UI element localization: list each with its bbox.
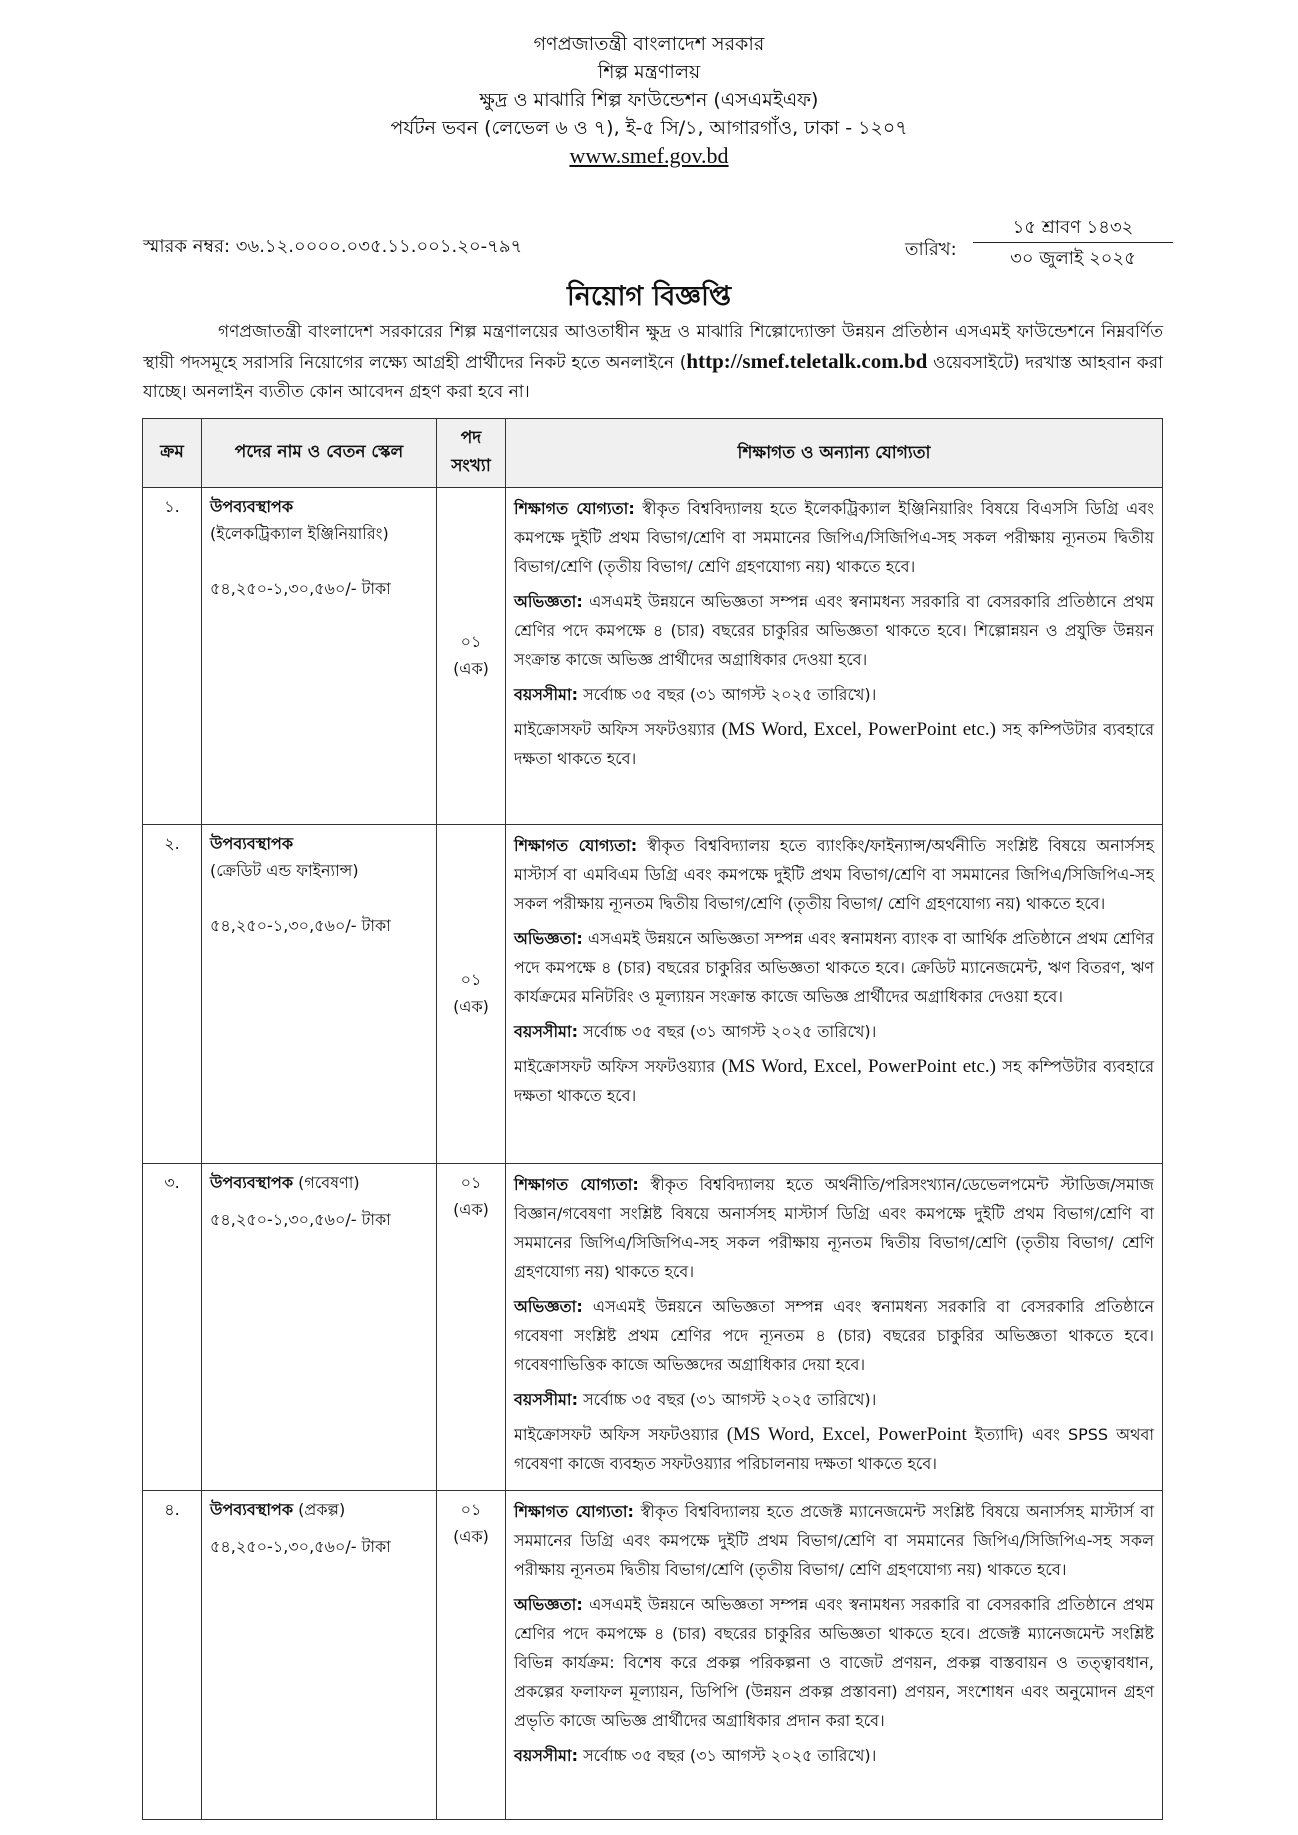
intro-paragraph <box>143 318 1163 407</box>
post-cell <box>202 825 437 1164</box>
serial-cell: ১. <box>143 488 202 825</box>
experience-label: অভিজ্ঞতা: <box>514 1297 583 1316</box>
date-label: তারিখ: <box>905 239 957 260</box>
vacancy-cell <box>437 488 506 825</box>
website-link[interactable]: www.smef.gov.bd <box>569 143 729 168</box>
age-text: সর্বোচ্চ ৩৫ বছর (৩১ আগস্ট ২০২৫ তারিখে)। <box>577 1022 877 1041</box>
post-subtitle: (ক্রেডিট এন্ড ফাইন্যান্স) <box>210 861 359 880</box>
experience-label: অভিজ্ঞতা: <box>514 592 583 611</box>
post-cell <box>202 488 437 825</box>
education-label: শিক্ষাগত যোগ্যতা: <box>514 499 635 518</box>
experience-label: অভিজ্ঞতা: <box>514 929 583 948</box>
education-requirement <box>514 494 1154 581</box>
vacancy-count: ০১ <box>460 1500 482 1519</box>
experience-requirement <box>514 1292 1154 1379</box>
application-url-link[interactable]: http://smef.teletalk.com.bd <box>686 349 928 373</box>
letterhead-ministry: শিল্প মন্ত্রণালয় <box>597 61 701 83</box>
post-subtitle: (প্রকল্প) <box>293 1500 346 1519</box>
post-title: উপব্যবস্থাপক <box>210 1173 294 1192</box>
qualifications-cell <box>506 488 1163 825</box>
education-text: স্বীকৃত বিশ্ববিদ্যালয় হতে ইলেকট্রিক্যাল ইঞ্জিনিয়ারিং বিষয়ে বিএসসি ডিগ্রি এবং কমপক্ষে দুইটি প্রথম বিভাগ/শ্রেণি বা সমমানের জিপিএ/সিজিপিএ-সহ সকল পরীক্ষায় ন্যূনতম দ্বিতীয় বিভাগ/শ্রেণি (তৃতীয় বিভাগ/ শ্রেণি গ্রহণযোগ্য নয়) থাকতে হবে। <box>514 499 1154 576</box>
software-text-end: সহ কম্পিউটার ব্যবহারে দক্ষতা থাকতে হবে। <box>514 1057 1154 1105</box>
age-label: বয়সসীমা: <box>514 1022 578 1041</box>
experience-label: অভিজ্ঞতা: <box>514 1595 583 1614</box>
education-label: শিক্ষাগত যোগ্যতা: <box>514 836 638 855</box>
education-requirement <box>514 1170 1154 1286</box>
vacancy-cell <box>437 1164 506 1491</box>
vacancy-count: ০১ <box>460 970 482 989</box>
intro-text-end: ওয়েবসাইটে) দরখাস্ত আহবান করা যাচ্ছে। অনলাইন ব্যতীত কোন আবেদন গ্রহণ করা হবে না। <box>143 353 1163 402</box>
age-label: বয়সসীমা: <box>514 1746 578 1765</box>
letterhead-government: গণপ্রজাতন্ত্রী বাংলাদেশ সরকার <box>533 33 765 55</box>
date-gregorian: ৩০ জুলাই ২০২৫ <box>1010 248 1136 269</box>
vacancy-count: ০১ <box>460 1173 482 1192</box>
memo-number: স্মারক নম্বর: ৩৬.১২.০০০০.০৩৫.১১.০০১.২০-৭৯৭ <box>143 236 523 257</box>
serial-cell: ৪. <box>143 1491 202 1820</box>
age-label: বয়সসীমা: <box>514 685 578 704</box>
serial-cell: ৩. <box>143 1164 202 1491</box>
header-vacancy: পদ সংখ্যা <box>437 419 506 488</box>
post-cell <box>202 1164 437 1491</box>
education-text: স্বীকৃত বিশ্ববিদ্যালয় হতে ব্যাংকিং/ফাইন্যান্স/অর্থনীতি সংশ্লিষ্ট বিষয়ে অনার্সসহ মাস্টার্স বা এমবিএম ডিগ্রি এবং কমপক্ষে দুইটি প্রথম বিভাগ/শ্রেণি বা সমমানের জিপিএ/সিজিপিএ-সহ সকল পরীক্ষায় ন্যূনতম দ্বিতীয় বিভাগ/শ্রেণি (তৃতীয় বিভাগ/ শ্রেণি গ্রহণযোগ্য নয়) থাকতে হবে। <box>514 836 1155 913</box>
education-requirement <box>514 831 1154 918</box>
table-row <box>143 825 1163 1164</box>
job-table <box>142 418 1163 1820</box>
table-header-row <box>143 419 1163 488</box>
software-list: (MS Word, Excel, PowerPoint etc.) <box>721 719 996 740</box>
education-label: শিক্ষাগত যোগ্যতা: <box>514 1175 639 1194</box>
experience-requirement <box>514 587 1154 674</box>
education-text: স্বীকৃত বিশ্ববিদ্যালয় হতে প্রজেক্ট ম্যানেজমেন্ট সংশ্লিষ্ট বিষয়ে অনার্সসহ মাস্টার্স বা সমমানের ডিগ্রি এবং কমপক্ষে দুইটি প্রথম বিভাগ/শ্রেণি বা সমমানের জিপিএ/সিজিপিএ-সহ সকল পরীক্ষায় ন্যূনতম দ্বিতীয় বিভাগ/শ্রেণি (তৃতীয় বিভাগ/ শ্রেণি গ্রহণযোগ্য নয়) থাকতে হবে। <box>514 1502 1154 1579</box>
education-requirement <box>514 1497 1154 1584</box>
vacancy-cell <box>437 1491 506 1820</box>
salary-scale: ৫৪,২৫০-১,৩০,৫৬০/- টাকা <box>210 1537 391 1556</box>
software-skill <box>514 715 1154 773</box>
age-text: সর্বোচ্চ ৩৫ বছর (৩১ আগস্ট ২০২৫ তারিখে)। <box>577 685 877 704</box>
software-text: মাইক্রোসফট অফিস সফটওয়্যার <box>514 720 722 739</box>
software-skill <box>514 1052 1154 1110</box>
software-text: মাইক্রোসফট অফিস সফটওয়্যার <box>514 1425 727 1444</box>
salary-scale: ৫৪,২৫০-১,৩০,৫৬০/- টাকা <box>210 916 391 935</box>
header-post-salary: পদের নাম ও বেতন স্কেল <box>202 419 437 488</box>
age-label: বয়সসীমা: <box>514 1390 578 1409</box>
letterhead-address: পর্যটন ভবন (লেভেল ৬ ও ৭), ই-৫ সি/১, আগারগাঁও, ঢাকা - ১২০৭ <box>390 117 908 139</box>
vacancy-count: ০১ <box>460 632 482 651</box>
post-cell <box>202 1491 437 1820</box>
software-text: মাইক্রোসফট অফিস সফটওয়্যার <box>514 1057 722 1076</box>
vacancy-cell <box>437 825 506 1164</box>
qualifications-cell <box>506 1164 1163 1491</box>
page-title: নিয়োগ বিজ্ঞপ্তি <box>566 281 732 312</box>
salary-scale: ৫৪,২৫০-১,৩০,৫৬০/- টাকা <box>210 1210 391 1229</box>
age-limit <box>514 680 1154 709</box>
post-title: উপব্যবস্থাপক <box>210 497 294 516</box>
header-qualifications: শিক্ষাগত ও অন্যান্য যোগ্যতা <box>506 419 1163 488</box>
table-row <box>143 1491 1163 1820</box>
letterhead <box>0 30 1298 170</box>
education-text: স্বীকৃত বিশ্ববিদ্যালয় হতে অর্থনীতি/পরিসংখ্যান/ডেভেলপমেন্ট স্টাডিজ/সমাজ বিজ্ঞান/গবেষণা সংশ্লিষ্ট বিষয়ে অনার্সসহ মাস্টার্স ডিগ্রি এবং কমপক্ষে দুইটি প্রথম বিভাগ/শ্রেণি বা সমমানের জিপিএ/সিজিপিএ-সহ সকল পরীক্ষায় ন্যূনতম দ্বিতীয় বিভাগ/শ্রেণি (তৃতীয় বিভাগ/ শ্রেণি গ্রহণযোগ্য নয়) থাকতে হবে। <box>514 1175 1155 1281</box>
post-subtitle: (ইলেকট্রিক্যাল ইঞ্জিনিয়ারিং) <box>210 524 389 543</box>
vacancy-words: (এক) <box>453 997 489 1016</box>
software-skill <box>514 1420 1154 1478</box>
age-text: সর্বোচ্চ ৩৫ বছর (৩১ আগস্ট ২০২৫ তারিখে)। <box>577 1746 877 1765</box>
software-list: (MS Word, Excel, PowerPoint etc.) <box>721 1056 996 1077</box>
experience-text: এসএমই উন্নয়নে অভিজ্ঞতা সম্পন্ন এবং স্বনামধন্য সরকারি বা বেসরকারি প্রতিষ্ঠানে প্রথম শ্রেণির পদে কমপক্ষে ৪ (চার) বছরের চাকুরির অভিজ্ঞতা থাকতে হবে। শিল্পোন্নয়ন ও প্রযুক্তি উন্নয়ন সংক্রান্ত কাজে অভিজ্ঞ প্রার্থীদের অগ্রাধিকার দেওয়া হবে। <box>514 592 1154 669</box>
letterhead-organization: ক্ষুদ্র ও মাঝারি শিল্প ফাউন্ডেশন (এসএমইএফ) <box>479 89 819 111</box>
vacancy-words: (এক) <box>453 1200 489 1219</box>
qualifications-cell <box>506 825 1163 1164</box>
qualifications-cell <box>506 1491 1163 1820</box>
header-serial: ক্রম <box>143 419 202 488</box>
post-title: উপব্যবস্থাপক <box>210 1500 294 1519</box>
table-row <box>143 1164 1163 1491</box>
post-subtitle: (গবেষণা) <box>293 1173 360 1192</box>
experience-text: এসএমই উন্নয়নে অভিজ্ঞতা সম্পন্ন এবং স্বনামধন্য সরকারি বা বেসরকারি প্রতিষ্ঠানে গবেষণা সংশ্লিষ্ট প্রথম শ্রেণির পদে ন্যূনতম ৪ (চার) বছরের চাকুরির অভিজ্ঞতা থাকতে হবে। গবেষণাভিত্তিক কাজে অভিজ্ঞদের অগ্রাধিকার দেয়া হবে। <box>514 1297 1154 1374</box>
salary-scale: ৫৪,২৫০-১,৩০,৫৬০/- টাকা <box>210 579 391 598</box>
age-limit <box>514 1017 1154 1046</box>
experience-requirement <box>514 1590 1154 1735</box>
education-label: শিক্ষাগত যোগ্যতা: <box>514 1502 634 1521</box>
experience-text: এসএমই উন্নয়নে অভিজ্ঞতা সম্পন্ন এবং স্বনামধন্য সরকারি বা বেসরকারি প্রতিষ্ঠানে প্রথম শ্রেণির পদে কমপক্ষে ৪ (চার) বছরের চাকুরির অভিজ্ঞতা থাকতে হবে। প্রজেক্ট ম্যানেজমেন্ট সংশ্লিষ্ট বিভিন্ন কার্যক্রম: বিশেষ করে প্রকল্প পরিকল্পনা ও বাজেট প্রণয়ন, প্রকল্প বাস্তবায়ন ও তত্ত্বাবধান, প্রকল্পের ফলাফল মূল্যায়ন, ডিপিপি (উন্নয়ন প্রকল্প প্রস্তাবনা) প্রণয়ন, সংশোধন এবং অনুমোদন গ্রহণ প্রভৃতি কাজে অভিজ্ঞ প্রার্থীদের অগ্রাধিকার প্রদান করা হবে। <box>514 1595 1154 1730</box>
experience-text: এসএমই উন্নয়নে অভিজ্ঞতা সম্পন্ন এবং স্বনামধন্য ব্যাংক বা আর্থিক প্রতিষ্ঠানে প্রথম শ্রেণির পদে কমপক্ষে ৪ (চার) বছরের চাকুরির অভিজ্ঞতা থাকতে হবে। ক্রেডিট ম্যানেজমেন্ট, ঋণ বিতরণ, ঋণ কার্যক্রমের মনিটরিং ও মূল্যায়ন সংক্রান্ত কাজে অভিজ্ঞ প্রার্থীদের অগ্রাধিকার দেওয়া হবে। <box>514 929 1154 1006</box>
vacancy-words: (এক) <box>453 659 489 678</box>
software-list: (MS Word, Excel, PowerPoint <box>726 1424 967 1445</box>
software-text-end: ইত্যাদি) এবং SPSS অথবা গবেষণা কাজে ব্যবহৃত সফটওয়্যার পরিচালনায় দক্ষতা থাকতে হবে। <box>514 1425 1154 1473</box>
date-values <box>973 214 1173 273</box>
age-limit <box>514 1741 1154 1770</box>
vacancy-words: (এক) <box>453 1527 489 1546</box>
software-text-end: সহ কম্পিউটার ব্যবহারে দক্ষতা থাকতে হবে। <box>514 720 1154 768</box>
post-title: উপব্যবস্থাপক <box>210 834 294 853</box>
date-bangla: ১৫ শ্রাবণ ১৪৩২ <box>973 214 1173 243</box>
age-limit <box>514 1385 1154 1414</box>
table-row <box>143 488 1163 825</box>
age-text: সর্বোচ্চ ৩৫ বছর (৩১ আগস্ট ২০২৫ তারিখে)। <box>577 1390 877 1409</box>
intro-text: গণপ্রজাতন্ত্রী বাংলাদেশ সরকারের শিল্প মন্ত্রণালয়ের আওতাধীন ক্ষুদ্র ও মাঝারি শিল্পোদ্যোক্তা উন্নয়ন প্রতিষ্ঠান এসএমই ফাউন্ডেশনে নিম্নবর্ণিত স্থায়ী পদসমূহে সরাসরি নিয়োগের লক্ষ্যে আগ্রহী প্রার্থীদের নিকট হতে অনলাইনে ( <box>143 322 1163 373</box>
serial-cell: ২. <box>143 825 202 1164</box>
experience-requirement <box>514 924 1154 1011</box>
